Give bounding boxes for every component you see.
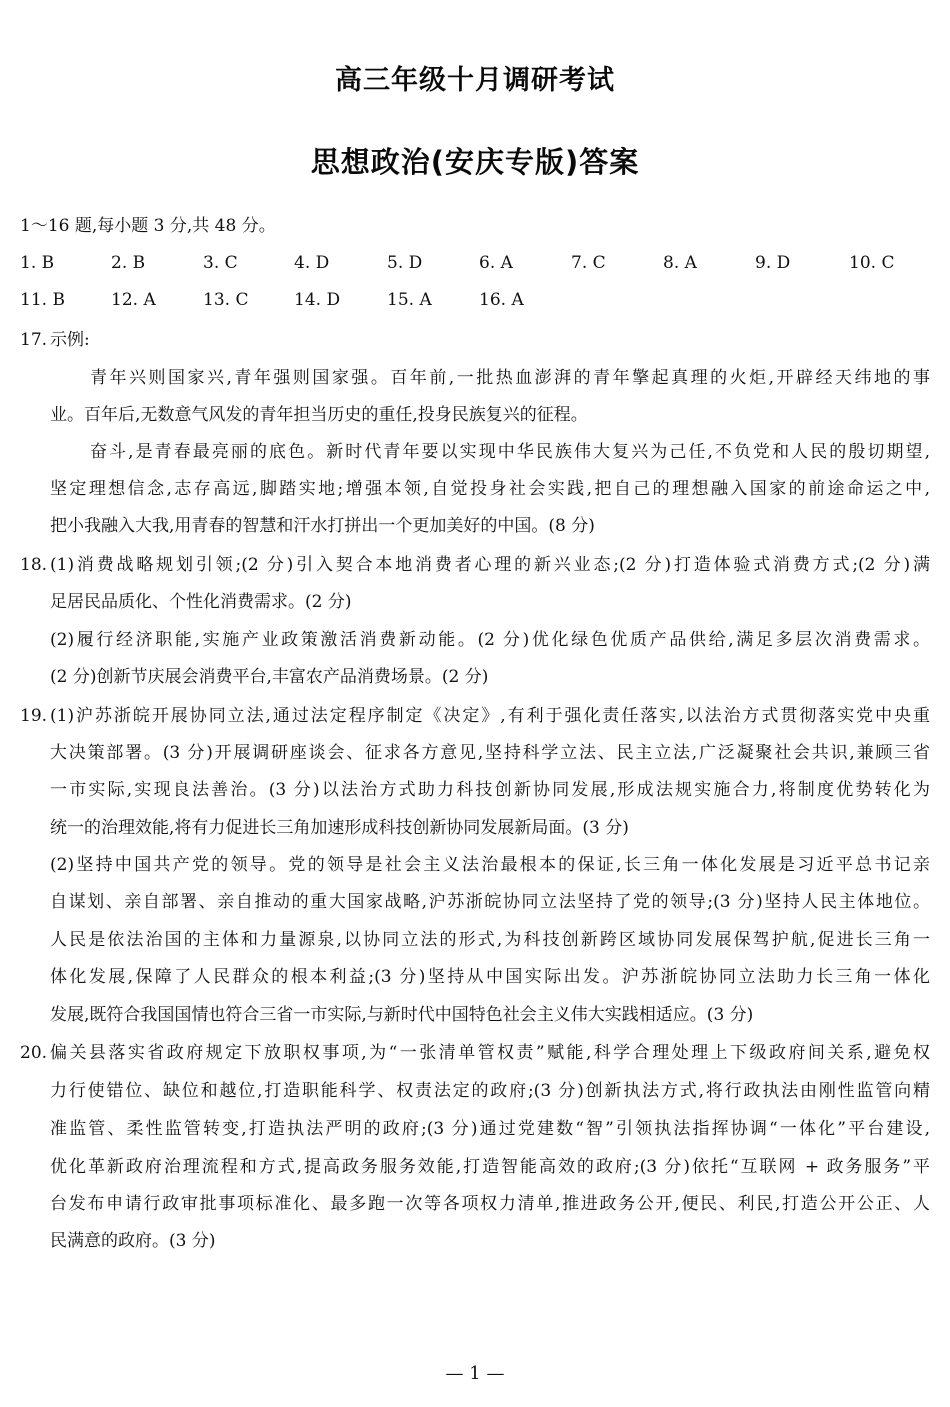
answer-line: 奋斗,是青春最亮丽的底色。新时代青年要以实现中华民族伟大复兴为己任,不负党和人民的殷切期望, — [90, 442, 930, 462]
answer-line: 民满意的政府。(3 分) — [50, 1231, 216, 1251]
choice-answer: 13. C — [203, 290, 249, 310]
choice-answer: 5. D — [387, 253, 423, 273]
choice-answer: 12. A — [111, 290, 156, 310]
answer-line: 统一的治理效能,将有力促进长三角加速形成科技创新协同发展新局面。(3 分) — [50, 818, 629, 838]
choice-answer: 4. D — [294, 253, 330, 273]
choice-answer: 7. C — [571, 253, 606, 273]
answer-line: 优化革新政府治理流程和方式,提高政务服务效能,打造智能高效的政府;(3 分)依托“互联网 + 政务服务”平 — [50, 1157, 930, 1177]
answer-line: (1)消费战略规划引领;(2 分)引入契合本地消费者心理的新兴业态;(2 分)打造体验式消费方式;(2 分)满 — [50, 555, 930, 575]
answer-line: 偏关县落实省政府规定下放职权事项,为“一张清单管权责”赋能,科学合理处理上下级政府间关系,避免权 — [50, 1043, 930, 1063]
choice-answer: 15. A — [387, 290, 432, 310]
answer-line: 青年兴则国家兴,青年强则国家强。百年前,一批热血澎湃的青年擎起真理的火炬,开辟经天纬地的事 — [90, 368, 930, 388]
answer-line: 坚定理想信念,志存高远,脚踏实地;增强本领,自觉投身社会实践,把自己的理想融入国家的前途命运之中, — [50, 479, 930, 499]
question-number: 17. — [20, 330, 48, 350]
choice-answer: 8. A — [663, 253, 697, 273]
question-number: 20. — [20, 1043, 48, 1063]
answer-line: 一市实际,实现良法善治。(3 分)以法治方式助力科技创新协同发展,形成法规实施合力,将制度优势转化为 — [50, 780, 930, 800]
answer-line: 人民是依法治国的主体和力量源泉,以协同立法的形式,为科技创新跨区域协同发展保驾护航,促进长三角一 — [50, 930, 930, 950]
answer-line: 足居民品质化、个性化消费需求。(2 分) — [50, 592, 352, 612]
choice-answer: 16. A — [479, 290, 524, 310]
choice-answer: 6. A — [479, 253, 513, 273]
answer-line: 自谋划、亲自部署、亲自推动的重大国家战略,沪苏浙皖协同立法坚持了党的领导;(3 分)坚持人民主体地位。 — [50, 892, 930, 912]
section-note: 1～16 题,每小题 3 分,共 48 分。 — [20, 216, 276, 236]
exam-subtitle: 思想政治(安庆专版)答案 — [310, 145, 640, 179]
question-number: 18. — [20, 555, 48, 575]
choice-answer: 9. D — [755, 253, 791, 273]
answer-line: 台发布申请行政审批事项标准化、最多跑一次等各项权力清单,推进政务公开,便民、利民,打造公开公正、人 — [50, 1194, 930, 1214]
answer-line: 把小我融入大我,用青春的智慧和汗水打拼出一个更加美好的中国。(8 分) — [50, 516, 595, 536]
choice-answer: 2. B — [111, 253, 146, 273]
page-number: — 1 — — [445, 1363, 505, 1384]
answer-line: (2)坚持中国共产党的领导。党的领导是社会主义法治最根本的保证,长三角一体化发展是习近平总书记亲 — [50, 855, 930, 875]
answer-line: 准监管、柔性监管转变,打造执法严明的政府;(3 分)通过党建数“智”引领执法指挥协调“一体化”平台建设, — [50, 1119, 930, 1139]
answer-line: (1)沪苏浙皖开展协同立法,通过法定程序制定《决定》,有利于强化责任落实,以法治方式贯彻落实党中央重 — [50, 706, 930, 726]
answer-line: 体化发展,保障了人民群众的根本利益;(3 分)坚持从中国实际出发。沪苏浙皖协同立法助力长三角一体化 — [50, 967, 930, 987]
choice-answer: 14. D — [294, 290, 341, 310]
choice-answer: 3. C — [203, 253, 238, 273]
question-number: 19. — [20, 706, 48, 726]
choice-answer: 11. B — [20, 290, 65, 310]
answer-line: (2 分)创新节庆展会消费平台,丰富农产品消费场景。(2 分) — [50, 667, 489, 687]
answer-line: 力行使错位、缺位和越位,打造职能科学、权责法定的政府;(3 分)创新执法方式,将行政执法由刚性监管向精 — [50, 1081, 930, 1101]
answer-line: 发展,既符合我国国情也符合三省一市实际,与新时代中国特色社会主义伟大实践相适应。(3 分) — [50, 1005, 754, 1025]
answer-line: 大决策部署。(3 分)开展调研座谈会、征求各方意见,坚持科学立法、民主立法,广泛凝聚社会共识,兼顾三省 — [50, 743, 930, 763]
exam-title: 高三年级十月调研考试 — [335, 65, 615, 96]
answer-line: (2)履行经济职能,实施产业政策激活消费新动能。(2 分)优化绿色优质产品供给,满足多层次消费需求。 — [50, 630, 930, 650]
choice-answer: 10. C — [849, 253, 895, 273]
choice-answer: 1. B — [20, 253, 55, 273]
answer-line: 业。百年后,无数意气风发的青年担当历史的重任,投身民族复兴的征程。 — [50, 405, 588, 425]
answer-line: 示例: — [50, 330, 90, 350]
